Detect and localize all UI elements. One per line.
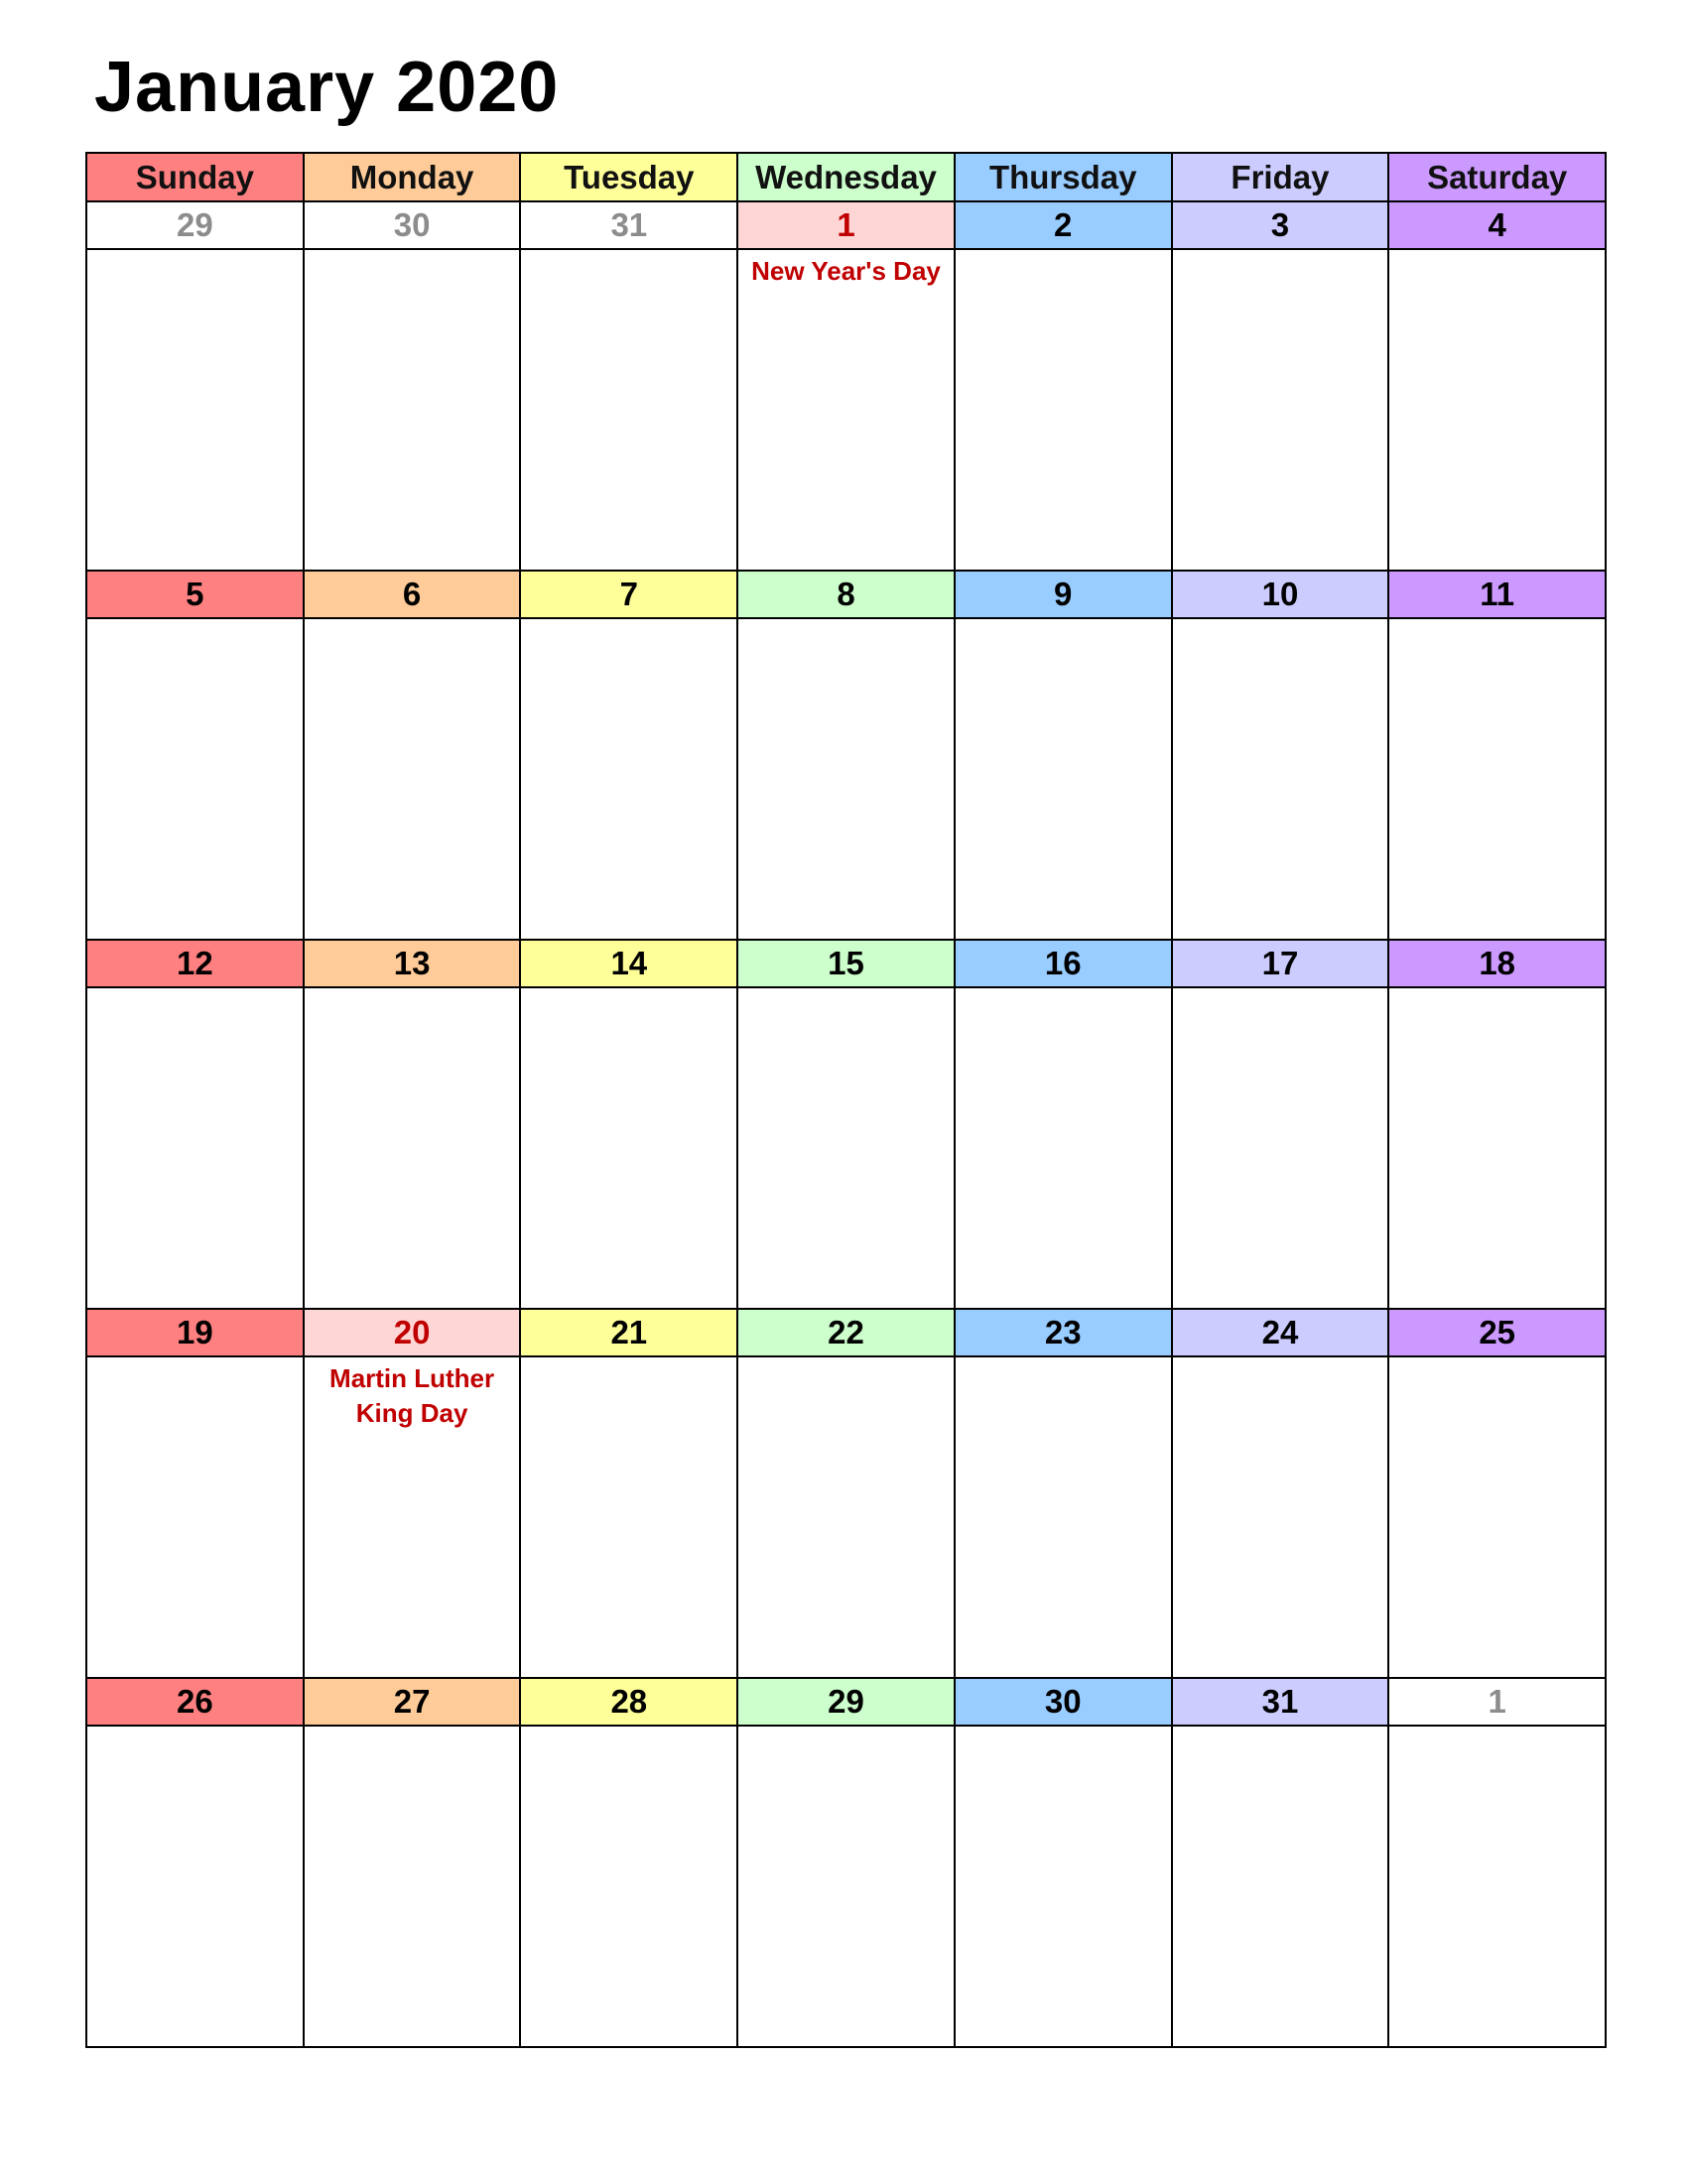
- date-number[interactable]: 31: [521, 202, 738, 250]
- date-number[interactable]: 19: [87, 1310, 305, 1357]
- weekday-header-sunday: Sunday: [87, 154, 305, 202]
- day-cell[interactable]: [87, 250, 305, 572]
- day-cell[interactable]: [738, 1357, 956, 1679]
- weekday-header-thursday: Thursday: [956, 154, 1173, 202]
- date-number[interactable]: 17: [1173, 941, 1390, 988]
- date-number[interactable]: 7: [521, 572, 738, 619]
- day-cell[interactable]: [305, 619, 522, 941]
- date-number[interactable]: 1: [1389, 1679, 1607, 1727]
- date-number[interactable]: 1: [738, 202, 956, 250]
- week-row-4: [87, 1310, 1607, 1679]
- date-number[interactable]: 29: [738, 1679, 956, 1727]
- day-cell[interactable]: [87, 1357, 305, 1679]
- day-cell[interactable]: [521, 1357, 738, 1679]
- day-notes-row: [87, 1727, 1607, 2048]
- day-cell[interactable]: [87, 988, 305, 1310]
- week-row-5: [87, 1679, 1607, 2048]
- day-cell[interactable]: [87, 1727, 305, 2048]
- day-notes-row: [87, 250, 1607, 572]
- day-cell[interactable]: [738, 1727, 956, 2048]
- date-number[interactable]: 25: [1389, 1310, 1607, 1357]
- weekday-header-row: [87, 154, 1607, 202]
- date-number[interactable]: 3: [1173, 202, 1390, 250]
- week-row-2: [87, 572, 1607, 941]
- date-number[interactable]: 30: [305, 202, 522, 250]
- date-number[interactable]: 5: [87, 572, 305, 619]
- day-cell[interactable]: [1389, 988, 1607, 1310]
- date-number[interactable]: 28: [521, 1679, 738, 1727]
- date-number[interactable]: 8: [738, 572, 956, 619]
- date-number[interactable]: 21: [521, 1310, 738, 1357]
- date-number[interactable]: 24: [1173, 1310, 1390, 1357]
- day-cell[interactable]: [738, 619, 956, 941]
- date-number[interactable]: 14: [521, 941, 738, 988]
- holiday-label-mlk-day[interactable]: Martin Luther King Day: [305, 1357, 522, 1679]
- day-cell[interactable]: [956, 1727, 1173, 2048]
- date-number[interactable]: 12: [87, 941, 305, 988]
- day-cell[interactable]: [956, 988, 1173, 1310]
- date-number[interactable]: 30: [956, 1679, 1173, 1727]
- day-cell[interactable]: [1389, 1727, 1607, 2048]
- day-cell[interactable]: [305, 250, 522, 572]
- date-number-row: [87, 202, 1607, 250]
- calendar-grid: [85, 152, 1607, 2048]
- day-cell[interactable]: [1173, 1727, 1390, 2048]
- day-cell[interactable]: [1173, 988, 1390, 1310]
- day-notes-row: [87, 988, 1607, 1310]
- date-number-row: [87, 572, 1607, 619]
- date-number[interactable]: 23: [956, 1310, 1173, 1357]
- day-cell[interactable]: [521, 250, 738, 572]
- day-cell[interactable]: [1173, 1357, 1390, 1679]
- date-number[interactable]: 2: [956, 202, 1173, 250]
- weekday-header-saturday: Saturday: [1389, 154, 1607, 202]
- date-number[interactable]: 26: [87, 1679, 305, 1727]
- day-cell[interactable]: [521, 619, 738, 941]
- date-number-row: [87, 1679, 1607, 1727]
- weekday-header-friday: Friday: [1173, 154, 1390, 202]
- holiday-label-new-years-day[interactable]: New Year's Day: [738, 250, 956, 572]
- date-number[interactable]: 11: [1389, 572, 1607, 619]
- day-cell[interactable]: [1173, 619, 1390, 941]
- weekday-header-wednesday: Wednesday: [738, 154, 956, 202]
- date-number[interactable]: 18: [1389, 941, 1607, 988]
- day-notes-row: [87, 619, 1607, 941]
- day-cell[interactable]: [738, 988, 956, 1310]
- day-cell[interactable]: [1389, 250, 1607, 572]
- date-number[interactable]: 4: [1389, 202, 1607, 250]
- date-number[interactable]: 27: [305, 1679, 522, 1727]
- date-number[interactable]: 16: [956, 941, 1173, 988]
- date-number[interactable]: 20: [305, 1310, 522, 1357]
- date-number[interactable]: 6: [305, 572, 522, 619]
- date-number[interactable]: 13: [305, 941, 522, 988]
- day-cell[interactable]: [305, 988, 522, 1310]
- page-title: January 2020: [94, 48, 560, 127]
- day-cell[interactable]: [521, 1727, 738, 2048]
- date-number[interactable]: 29: [87, 202, 305, 250]
- date-number[interactable]: 9: [956, 572, 1173, 619]
- date-number-row: [87, 1310, 1607, 1357]
- day-notes-row: [87, 1357, 1607, 1679]
- day-cell[interactable]: [1389, 619, 1607, 941]
- day-cell[interactable]: [956, 619, 1173, 941]
- weekday-header-tuesday: Tuesday: [521, 154, 738, 202]
- day-cell[interactable]: [956, 1357, 1173, 1679]
- day-cell[interactable]: [305, 1727, 522, 2048]
- date-number[interactable]: 22: [738, 1310, 956, 1357]
- day-cell[interactable]: [956, 250, 1173, 572]
- day-cell[interactable]: [521, 988, 738, 1310]
- date-number[interactable]: 31: [1173, 1679, 1390, 1727]
- week-row-1: [87, 202, 1607, 572]
- week-row-3: [87, 941, 1607, 1310]
- day-cell[interactable]: [1173, 250, 1390, 572]
- date-number[interactable]: 10: [1173, 572, 1390, 619]
- day-cell[interactable]: [1389, 1357, 1607, 1679]
- date-number-row: [87, 941, 1607, 988]
- weekday-header-monday: Monday: [305, 154, 522, 202]
- date-number[interactable]: 15: [738, 941, 956, 988]
- day-cell[interactable]: [87, 619, 305, 941]
